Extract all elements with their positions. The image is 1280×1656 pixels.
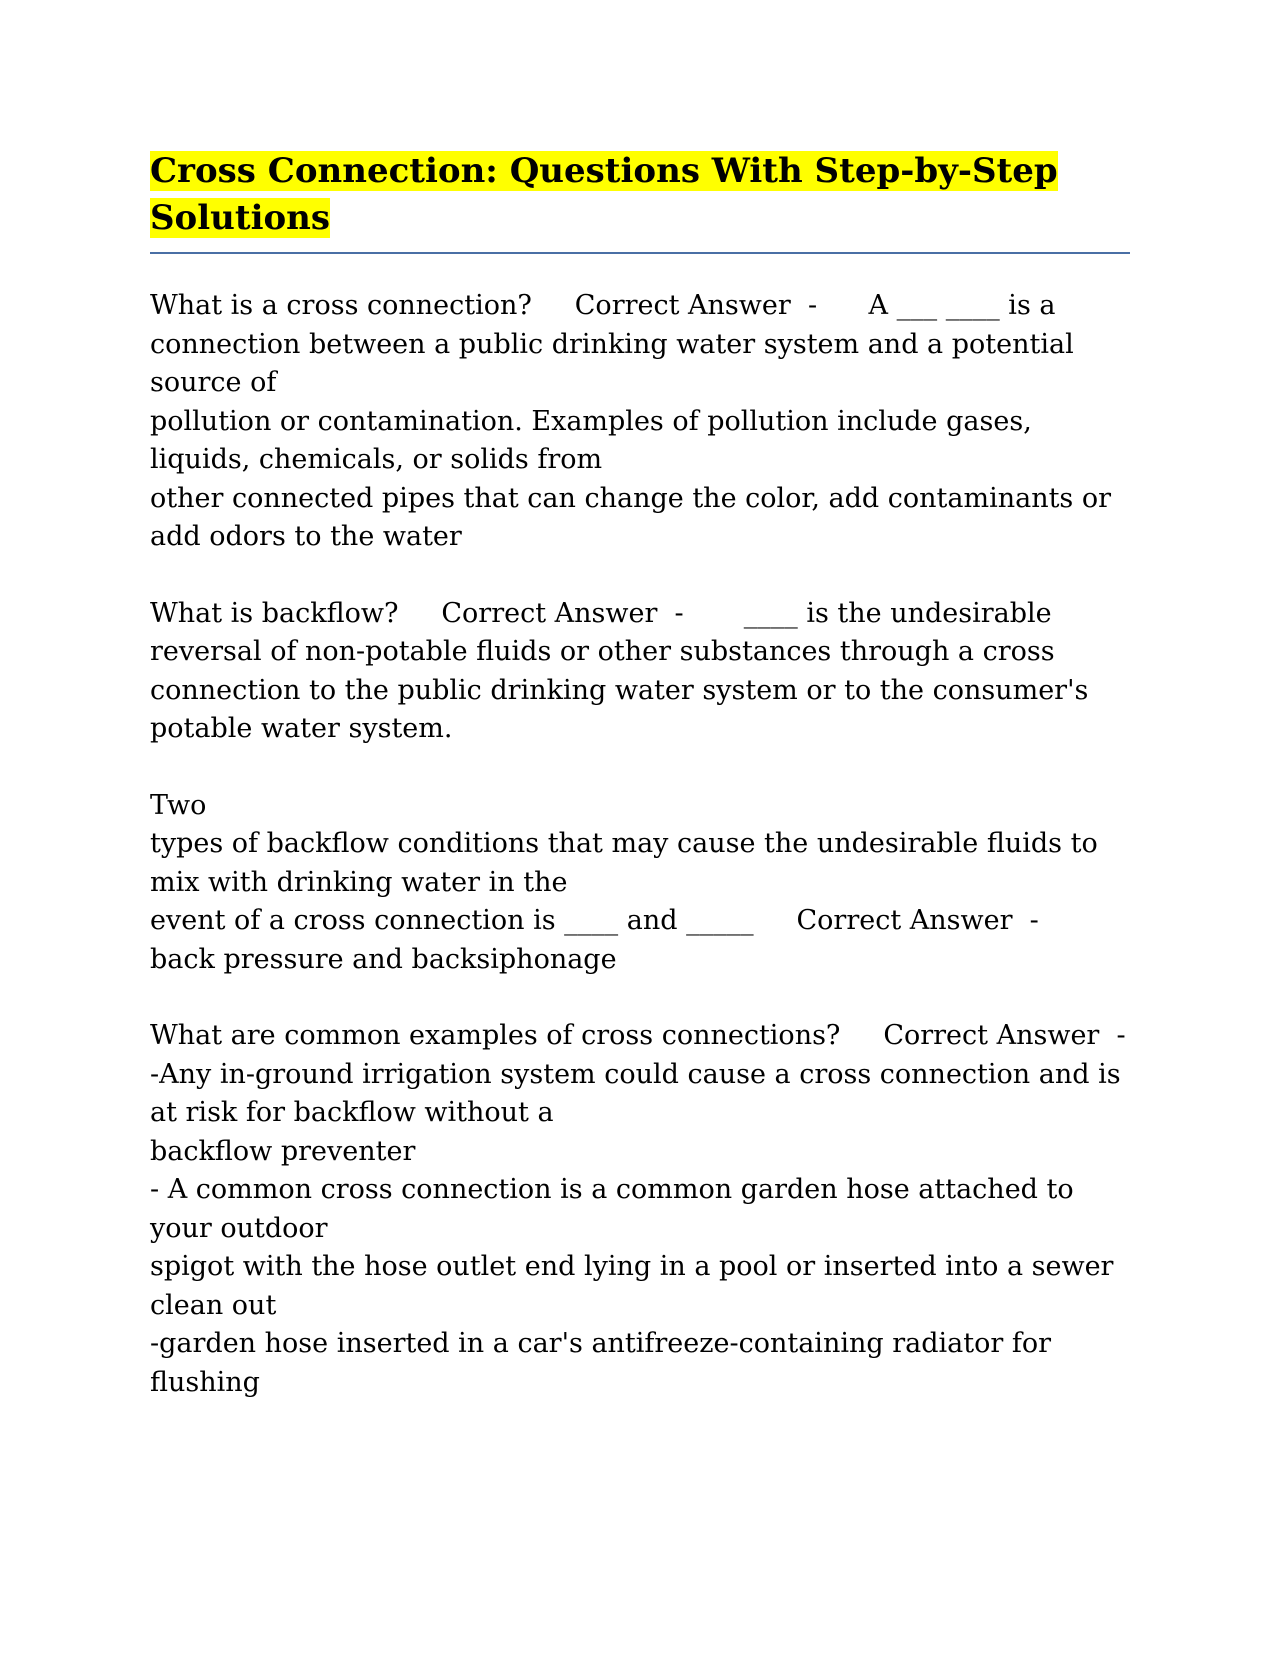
qa-line: pollution or contamination. Examples of pollution include gases,	[150, 405, 1032, 437]
qa-line: - A common cross connection is a common garden hose attached to	[150, 1174, 1074, 1205]
qa-line: flushing	[150, 1366, 260, 1398]
qa-block	[150, 1017, 1130, 1402]
qa-block	[150, 595, 1130, 749]
qa-line: mix with drinking water in the	[150, 866, 568, 898]
title-line: Cross Connection: Questions With Step-by-Step	[150, 151, 1058, 191]
qa-line: your outdoor	[150, 1212, 328, 1244]
qa-block	[150, 287, 1130, 557]
qa-line: What is a cross connection? Correct Answer - A ___ ____ is a	[150, 290, 1056, 321]
qa-line: -Any in-ground irrigation system could cause a cross connection and is	[150, 1058, 1121, 1090]
qa-line: backflow preventer	[150, 1135, 416, 1167]
qa-line: clean out	[150, 1289, 277, 1321]
qa-line: event of a cross connection is ____ and _____ Correct Answer -	[150, 905, 1039, 936]
qa-line: at risk for backflow without a	[150, 1097, 554, 1128]
qa-line: liquids, chemicals, or solids from	[150, 444, 603, 475]
qa-line: types of backflow conditions that may cause the undesirable fluids to	[150, 828, 1098, 859]
qa-line: connection between a public drinking water system and a potential	[150, 328, 1074, 360]
qa-block	[150, 787, 1130, 980]
qa-line: potable water system.	[150, 713, 453, 744]
qa-line: add odors to the water	[150, 521, 462, 552]
title-underline-rule	[150, 252, 1130, 254]
qa-line: other connected pipes that can change the color, add contaminants or	[150, 482, 1112, 514]
qa-line: reversal of non-potable fluids or other substances through a cross	[150, 636, 1055, 667]
qa-line: spigot with the hose outlet end lying in a pool or inserted into a sewer	[150, 1251, 1114, 1282]
qa-line: back pressure and backsiphonage	[150, 943, 617, 975]
qa-line: Two	[150, 789, 207, 821]
qa-line: source of	[150, 367, 277, 398]
qa-line: -garden hose inserted in a car's antifreeze-containing radiator for	[150, 1328, 1051, 1359]
qa-list	[150, 287, 1130, 1402]
document-page	[150, 148, 1130, 1402]
qa-line: connection to the public drinking water system or to the consumer's	[150, 674, 1089, 706]
document-title	[150, 148, 1130, 242]
title-line: Solutions	[150, 198, 331, 238]
qa-line: What are common examples of cross connections? Correct Answer -	[150, 1020, 1126, 1051]
qa-line: What is backflow? Correct Answer - ____ is the undesirable	[150, 597, 1052, 629]
